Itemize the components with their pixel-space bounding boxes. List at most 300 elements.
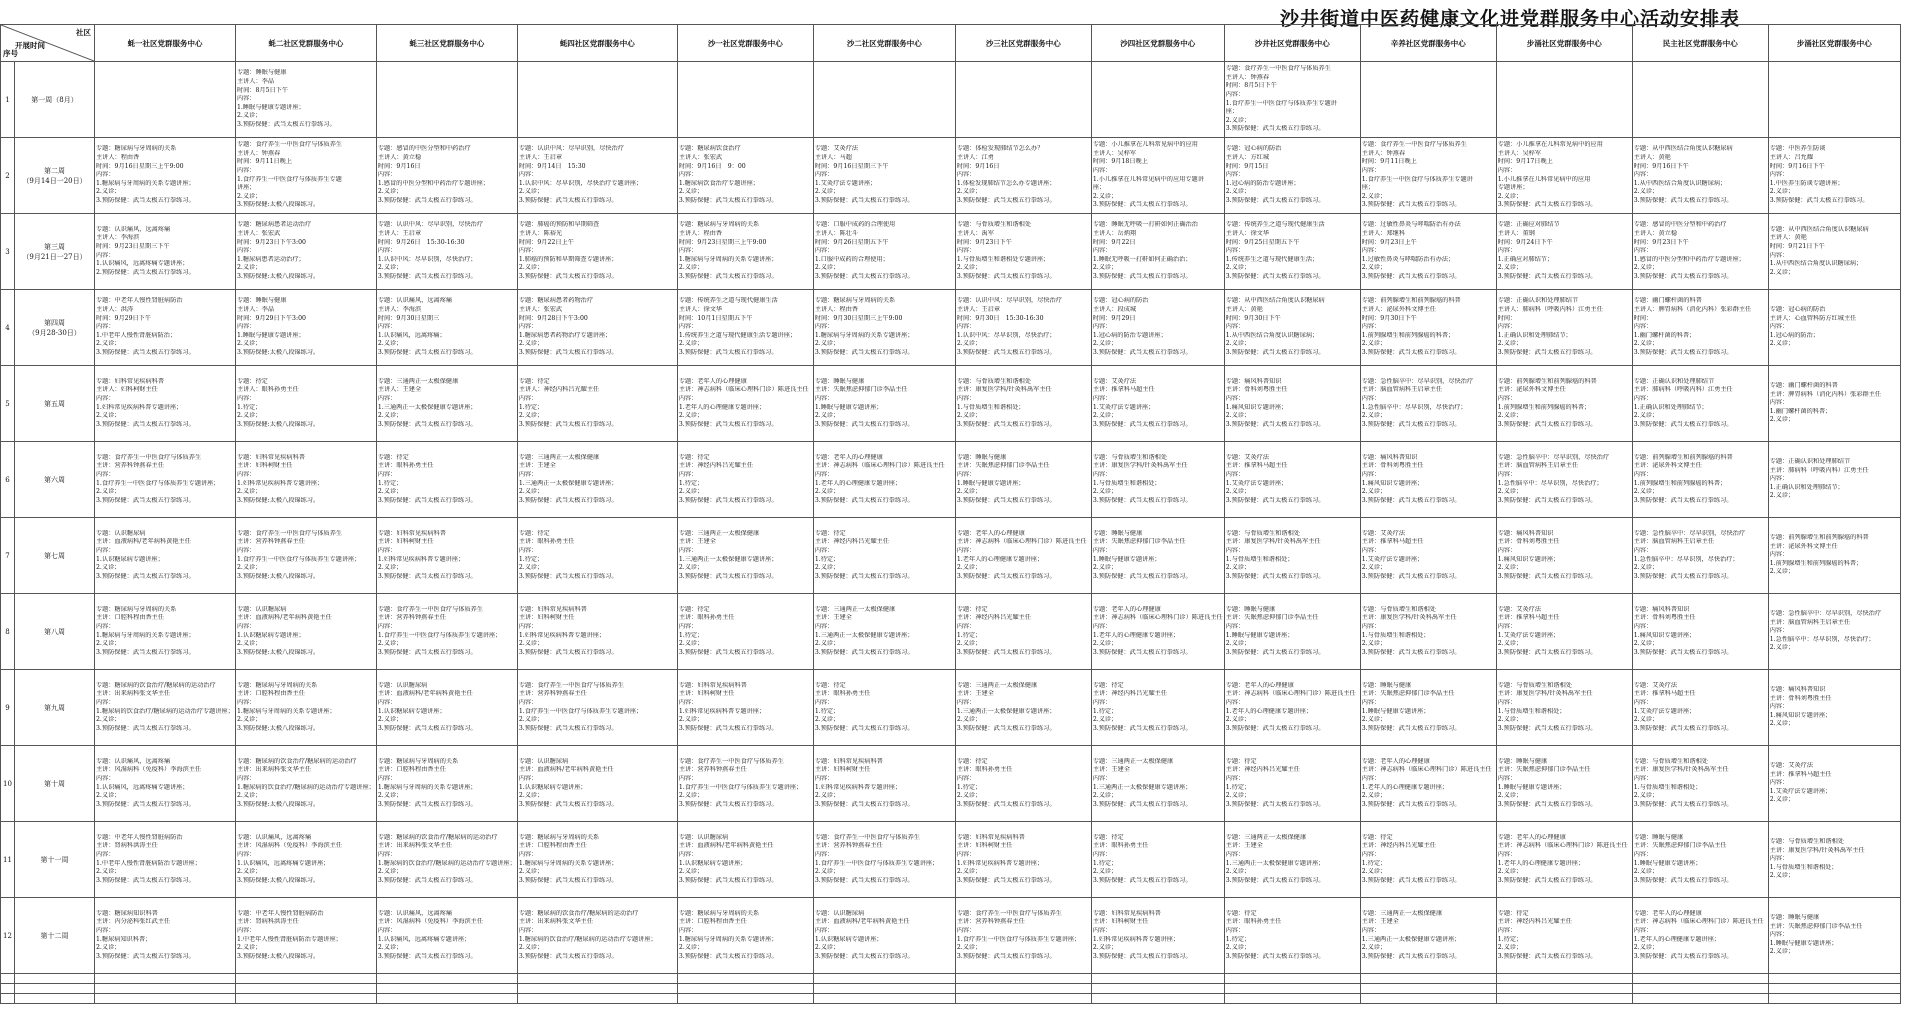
activity-line: 专题：食疗养生一中医食疗与体质养生 [377,605,484,613]
activity-line: 专题：食疗养生一中医食疗与体质养生 [956,909,1062,917]
empty-cell [1496,994,1632,1004]
activity-line: 内容： [1497,546,1517,554]
activity-cell [813,138,955,214]
activity-line: 1.小儿推拿在儿科常见病中的应用 [1497,175,1591,183]
activity-line: 主讲人：泌尿外科文博主任 [1361,306,1436,314]
activity-line: 专题：急性脑卒中：尽早识别，尽快治疗 [1769,610,1882,618]
activity-cell [1091,670,1224,746]
activity-line: 内容： [814,698,834,706]
empty-cell [1360,984,1496,994]
activity-line: 主讲：神志病科（临床心理科门诊）陈进良主任 [1225,690,1356,698]
empty-cell [235,984,376,994]
activity-cell [1360,290,1496,366]
empty-cell [1360,974,1496,984]
activity-line: 1.糖尿病的饮食治疗/糖尿病的运动治疗专题讲座； [236,783,375,791]
activity-cell [517,898,677,974]
activity-line: 1.口服中成药的合理使用； [814,255,889,263]
activity-line: 主讲：王建全 [678,538,716,546]
activity-line: 专题：与骨质增生和谐相处 [1633,757,1708,765]
activity-line: 专题：糖尿病与牙周病的关系 [96,605,177,613]
activity-line: 1.妇科常见疾病科普专题讲座； [518,631,606,639]
activity-line: 1.三通两正一太极保健康专题讲座； [1361,935,1461,943]
activity-cell [955,594,1091,670]
activity-line: 主讲：康复医学科/针灸科禹军主任 [1361,614,1457,622]
activity-cell [376,138,517,214]
activity-line: 2.义诊； [377,564,403,572]
activity-line: 主讲：王建全 [1225,842,1263,850]
activity-line: 主讲：康复医学科/针灸科禹军主任 [1497,690,1593,698]
activity-line: 3.预防保健：武当太极五行拳练习。 [377,724,477,732]
corner-index-label: 序号 [3,49,18,58]
activity-line: 2.义诊； [1769,340,1795,348]
activity-line: 内容： [1633,470,1653,478]
activity-line: 主讲人：黄艳 [1633,154,1671,162]
activity-line: 专题：妇科常见疾病科普 [96,377,165,385]
activity-line: 专题：待定 [1092,833,1124,841]
activity-line: 2.义诊； [1225,340,1251,348]
activity-line: 3.预防保健：武当太极五行拳练习。 [956,496,1056,504]
activity-line: 内容： [1225,394,1245,402]
activity-line: 主讲人：陈壮斗 [814,230,859,238]
activity-line: 主讲人：程由香 [96,154,140,162]
activity-line: 3.预防保健:太极八段锦练习。 [236,272,320,280]
activity-line: 专题：糖尿病与牙周病的关系 [678,221,760,229]
activity-line: 2.义诊； [956,716,982,724]
activity-line: 内容： [814,171,834,179]
activity-line: 时间：9月30日星期三上午9:00 [814,314,903,322]
activity-line: 1.老年人的心理健康专题讲座； [1225,707,1313,715]
activity-line: 主讲：康复医学科/针灸科禹军主任 [1769,846,1865,854]
activity-cell [1224,62,1360,138]
activity-line: 主讲：推拿科马超主任 [1361,538,1424,546]
activity-line: 专题：老年人的心理健康 [1361,757,1430,765]
activity-line: 专题：正确认识和处理肺结节 [1769,458,1851,466]
activity-line: 内容： [1092,926,1112,934]
activity-line: 1.食疗养生一中医食疗与体质养生专题讲座； [96,479,220,487]
activity-line: 2.义诊； [1633,716,1659,724]
activity-line: 专题：前列腺增生和前列腺癌的科普 [1361,297,1461,305]
activity-line: 内容： [1361,850,1381,858]
activity-line: 2.义诊； [1092,564,1118,572]
activity-line: 1.从中西医结合角度认识糖尿病； [1225,331,1319,339]
activity-line: 内容： [96,323,115,331]
activity-line: 1.待定； [678,479,704,487]
activity-line: 内容： [1633,926,1653,934]
activity-line: 时间：10月1日星期五下午 [678,314,753,322]
activity-line: 主讲：神经内科吕光耀主任 [814,538,890,546]
activity-line: 1.糖尿病的饮食治疗/糖尿病的运动治疗专题讲座； [96,707,234,715]
activity-line: 3.预防保健：武当太极五行拳练习。 [518,496,618,504]
activity-cell [235,518,376,594]
activity-line: 主讲：肾病科洪涛主任 [236,918,299,926]
activity-line: 2.义诊； [1225,412,1251,420]
activity-line: 时间： [1633,314,1653,322]
table-row [1,670,1901,746]
activity-cell [1496,290,1632,366]
activity-line: 内容： [1769,475,1789,483]
activity-line: 内容： [1769,627,1789,635]
activity-line: 3.预防保健：武当太极五行拳练习。 [518,800,618,808]
activity-line: 专题：睡眠与健康 [1092,529,1143,537]
activity-line: 1.三通两正一太极保健康专题讲座； [814,631,914,639]
activity-line: 2.义诊； [1497,868,1523,876]
activity-line: 1.与骨质增生和谐相处专题讲座； [956,255,1050,263]
activity-cell [955,62,1091,138]
activity-line: 内容： [377,774,397,782]
table-row [1,62,1901,138]
activity-cell [235,366,376,442]
activity-line: 主讲人：徐文华 [1225,230,1270,238]
activity-line: 1.老年人的心理健康专题讲座； [1633,935,1721,943]
activity-line: 2.义诊； [814,412,840,420]
activity-line: 主讲：妇科柯财主任 [1092,918,1149,926]
activity-line: 2.预防保健：武当太极五行拳练习。 [96,268,195,276]
activity-line: 2.义诊； [1769,872,1795,880]
activity-cell [1496,214,1632,290]
activity-line: 专题：正确应对肺结节 [1497,221,1560,229]
activity-line: 主讲人：王启章 [956,306,1001,314]
activity-line: 1.肺癌的预防和早期筛查专题讲座； [518,255,618,263]
activity-line: 1.感冒的中医分型和中药治疗专题讲座； [1633,255,1745,263]
empty-cell [15,984,95,994]
activity-line: 3.预防保健：武当太极五行拳练习。 [956,272,1056,280]
activity-line: 1.与骨质增生和谐相处； [1769,863,1838,871]
activity-line: 主讲人：神经内科吕光耀主任 [518,386,600,394]
activity-line: 1.冠心病的防治专题讲座； [1092,331,1167,339]
activity-line: 时间：9月11日晚上 [236,158,293,166]
activity-line: 1.待定； [1225,783,1251,791]
activity-line: 3.预防保健：武当太极五行拳练习。 [1769,196,1869,204]
activity-line: 2.义诊； [1633,944,1659,952]
activity-line: 主讲：血液病科/老年病科黄艳主任 [678,842,774,850]
activity-cell [95,290,236,366]
activity-line: 1.艾灸疗法专题讲座； [1225,479,1288,487]
activity-line: 内容： [1497,774,1517,782]
activity-line: 1.食疗养生一中医食疗与体质养生专题讲座； [678,783,803,791]
activity-line: 内容： [678,850,698,858]
activity-line: 2.义诊； [956,264,982,272]
activity-line: 3.预防保健：武当太极五行拳练习。 [96,876,195,884]
activity-line: 内容： [518,774,538,782]
activity-line: 2.义诊； [1497,944,1523,952]
activity-cell [813,822,955,898]
activity-line: 主讲：脑血管病科王启章主任 [1769,618,1851,626]
activity-line: 专题：正确认识和处理肺结节 [1497,297,1579,305]
activity-line: 专题：待定 [377,453,409,461]
activity-line: 2.义诊； [518,716,544,724]
activity-line: 主讲人：李晶 [236,78,275,86]
activity-line: 专题：老年人的心理健康 [956,529,1025,537]
activity-line: 时间：9月30日下午 [1361,314,1417,322]
activity-line: 主讲：风湿病科（免疫科）李海滨主任 [236,842,343,850]
activity-line: 主讲：出来病科张文华主任 [518,918,594,926]
activity-line: 2.义诊； [518,868,544,876]
activity-cell [517,442,677,518]
activity-line: 专题：睡眠与健康 [1633,833,1684,841]
activity-line: 内容： [1225,698,1245,706]
activity-line: 1.糖尿病与牙周病的关系专题讲座； [377,783,477,791]
activity-line: 2.义诊； [518,264,544,272]
week-line: 第七周 [44,551,65,560]
activity-line: 1.急性脑卒中：尽早识别，尽快治疗； [1769,635,1875,643]
activity-line: 2.义诊； [518,488,544,496]
activity-cell [955,214,1091,290]
activity-line: 专题：食疗养生一中医食疗与体质养生 [96,453,202,461]
activity-line: 主讲：王建全 [956,690,994,698]
activity-line: 主讲：神志病科（临床心理科门诊）陈进良主任 [1497,842,1628,850]
activity-cell [517,518,677,594]
activity-line: 1.三通两正一太极保健康专题讲座； [518,479,618,487]
activity-line: 1.前列腺增生和前列腺癌的科普； [1633,479,1727,487]
activity-line: 主讲人：眼科孙勇主任 [236,386,299,394]
activity-line: 2.义诊； [1633,792,1659,800]
activity-line: 时间：9月16日 9：00 [678,162,746,170]
activity-line: 专题：待定 [814,681,846,689]
activity-line: 主讲：血液病科/老年病科黄艳主任 [814,918,910,926]
activity-line: 内容： [1361,622,1381,630]
activity-line: 2.义诊； [518,792,544,800]
activity-line: 专题：传统养生之道与现代健康生活 [678,297,778,305]
activity-cell [813,746,955,822]
activity-cell [1768,898,1900,974]
activity-line: 3.预防保健：武当太极五行拳练习。 [96,420,195,428]
activity-line: 2.义诊； [956,488,982,496]
activity-line: 1.认识痛风，远离疼痛专题讲座； [377,935,471,943]
activity-line: 3.预防保健：武当太极五行拳练习。 [1361,348,1461,356]
activity-line: 内容： [1633,774,1653,782]
row-week [15,898,95,974]
activity-line: 主讲人：李海滨 [96,234,140,242]
activity-line: 内容： [678,622,698,630]
activity-line: 主讲：口腔科程由香主任 [518,842,587,850]
activity-line: 3.预防保健：武当太极五行拳练习。 [518,272,618,280]
activity-line: 主讲：脑血管病科王启章主任 [1361,386,1443,394]
activity-line: 3.预防保健：武当太极五行拳练习。 [1225,348,1325,356]
activity-line: 3.预防保健：武当太极五行拳练习。 [377,196,477,204]
activity-line: 主讲：骨科刘粤胜主任 [1361,462,1424,470]
activity-line: 3.预防保健：武当太极五行拳练习。 [1092,952,1192,960]
activity-line: 内容： [96,622,115,630]
activity-line: 2.义诊； [377,640,403,648]
activity-line: 1.食疗养生一中医食疗与体质养生专题讲座； [518,707,643,715]
activity-line: 3.预防保健：武当太极五行拳练习。 [1633,952,1733,960]
activity-line: 内容： [1225,622,1245,630]
activity-line: 内容： [96,774,115,782]
activity-line: 2.义诊； [1225,640,1251,648]
empty-cell [235,994,376,1004]
activity-line: 1.认识糖尿病专题讲座； [236,631,305,639]
activity-line: 2.义诊； [956,412,982,420]
activity-line: 时间：9月11日晚上 [1361,158,1417,166]
activity-line: 内容： [1361,247,1381,255]
activity-line: 1.妇科常见疾病科普专题讲座； [956,859,1044,867]
activity-cell [1632,442,1768,518]
activity-line: 内容： [814,926,834,934]
activity-line: 3.预防保健：武当太极五行拳练习。 [1092,572,1192,580]
activity-line: 专题：待定 [1497,909,1529,917]
activity-line: 主讲：失眠焦虑抑郁门诊李晶主任 [1633,842,1727,850]
activity-line: 主讲：眼科孙勇主任 [1092,842,1149,850]
activity-line: 3.预防保健：武当太极五行拳练习。 [1361,724,1461,732]
activity-line: 内容： [377,926,397,934]
activity-line: 主讲：神志病科（临床心理科门诊）陈进良主任 [1633,918,1764,926]
activity-line: 2.义诊； [956,792,982,800]
activity-line: 1.认识糖尿病专题讲座； [377,707,446,715]
row-index: 4 [1,290,15,366]
activity-line: 专题：糖尿病与牙周病的关系 [236,681,318,689]
activity-cell [1224,290,1360,366]
activity-line: 2.义诊； [377,264,403,272]
activity-line: 3.预防保健：武当太极五行拳练习。 [96,348,195,356]
activity-line: 主讲：内分泌科张红武主任 [96,918,171,926]
activity-line: 3.预防保健：武当太极五行拳练习。 [1497,876,1597,884]
week-line: 第八周 [44,627,65,636]
row-index: 5 [1,366,15,442]
activity-cell [955,366,1091,442]
row-week [15,214,95,290]
activity-line: 专题：食疗养生一中医食疗与体质养生 [236,141,343,149]
activity-line: 3.预防保健：武当太极五行拳练习。 [518,572,618,580]
activity-line: 主讲：眼科孙勇主任 [956,766,1013,774]
activity-cell [813,442,955,518]
activity-cell [517,822,677,898]
activity-line: 内容： [678,926,698,934]
activity-line: 内容： [1769,251,1789,259]
activity-line: 内容： [236,850,256,858]
activity-line: 内容： [1633,622,1653,630]
activity-cell [95,518,236,594]
activity-line: 时间：9月23日下午3:00 [236,238,306,246]
activity-cell [95,746,236,822]
activity-line: 3.预防保健：武当太极五行拳练习。 [1092,348,1192,356]
activity-line: 主讲人：黄艳 [1225,306,1263,314]
activity-line: 1.睡眠与健康专题讲座； [1497,783,1566,791]
activity-line: 1.中老年人慢性肾脏病防治专题讲座； [236,935,342,943]
activity-line: 主讲：营养科钟燕春主任 [377,614,446,622]
activity-line: 专题：待定 [678,605,710,613]
activity-cell [1496,62,1632,138]
week-line: 第十二周 [40,931,69,940]
activity-line: 2.义诊； [518,340,544,348]
empty-cell [1360,994,1496,1004]
activity-line: 专题：糖尿病的饮食治疗/糖尿病的运动治疗 [518,909,639,917]
activity-line: 1.认识糖尿病专题讲座； [678,859,747,867]
activity-line: 专题：口服中成药的合理使用 [814,221,896,229]
activity-cell [677,290,813,366]
activity-cell [1091,594,1224,670]
activity-line: 3.预防保健：武当太极五行拳练习。 [956,196,1056,204]
activity-line: 内容： [236,166,256,174]
activity-line: 专题：糖尿病的饮食治疗/糖尿病的运动治疗 [236,757,357,765]
activity-line: 内容： [518,394,538,402]
activity-line: 主讲人：肺病科（呼吸内科）江勇主任 [1497,306,1603,314]
activity-line: 专题：三通两正一太极保健康 [1361,909,1443,917]
activity-line: 主讲：眼科孙勇主任 [518,538,575,546]
activity-line: 1.急性脑卒中：尽早识别，尽快治疗； [1633,555,1739,563]
activity-cell [813,594,955,670]
activity-cell [95,594,236,670]
activity-line: 主讲：营养科钟燕春主任 [518,690,587,698]
activity-line: 1.食疗养生一中医食疗与体质养生专题 [236,175,342,183]
activity-line: 专题：小儿推拿在儿科常见病中的应用 [1497,141,1603,149]
activity-cell [376,518,517,594]
activity-cell [1632,290,1768,366]
activity-line: 专题：从中西医结合角度认识糖尿病 [1769,225,1869,233]
activity-line: 内容： [1225,90,1245,98]
activity-line: 1.与骨质增生和谐相处； [1225,555,1294,563]
activity-line: 主讲：脑血管病科王启章主任 [1633,538,1715,546]
activity-line: 主讲：泌尿外科文博主任 [1769,542,1838,550]
activity-line: 内容： [96,171,115,179]
activity-line: 3.预防保健：武当太极五行拳练习。 [1497,800,1597,808]
activity-line: 内容： [1769,931,1789,939]
activity-line: 3.预防保健：武当太极五行拳练习。 [1225,496,1325,504]
activity-line: 主讲人：李海滨 [377,306,422,314]
activity-line: 3.预防保健：武当太极五行拳练习。 [377,348,477,356]
activity-line: 专题：妇科常见疾病科普 [518,605,587,613]
empty-cell [1091,974,1224,984]
activity-line: 专题：老年人的心理健康 [1092,605,1161,613]
activity-line: 2.义诊； [96,944,121,952]
activity-line: 主讲：血液病科/老年病科黄艳主任 [377,690,473,698]
activity-line: 3.预防保健：武当太极五行拳练习。 [1225,800,1325,808]
activity-line: 时间：9月30日下午 [1225,314,1281,322]
empty-cell [376,994,517,1004]
activity-line: 1.待定； [518,555,544,563]
activity-line: 3.预防保健：武当太极五行拳练习。 [956,876,1056,884]
activity-line: 专题：睡眠与健康 [1225,605,1276,613]
activity-line: 2.义诊； [1092,340,1118,348]
activity-cell [517,670,677,746]
activity-line: 内容： [1225,926,1245,934]
row-index: 3 [1,214,15,290]
activity-cell [235,898,376,974]
activity-line: 内容： [814,247,834,255]
activity-line: 内容： [236,622,256,630]
table-row [1,138,1901,214]
activity-line: 主讲人：李晶 [236,306,275,314]
activity-line: 1.艾灸疗法专题讲座； [1769,787,1832,795]
activity-line: 1.感冒的中医分型和中药治疗专题讲座； [377,179,489,187]
activity-line: 3.预防保健：武当太极五行拳练习。 [96,648,195,656]
week-line: 第一周（8月） [31,95,78,104]
activity-line: 2.义诊； [96,640,121,648]
activity-line: 主讲：康复医学科/针灸科禹军主任 [956,386,1052,394]
activity-line: 时间：9月22日 [1092,238,1136,246]
activity-line: 2.义诊； [1361,340,1387,348]
activity-line: 内容： [377,546,397,554]
activity-line: 1.糖尿病知识科普； [96,935,152,943]
activity-line: 专题：糖尿病的饮食治疗/糖尿病的运动治疗 [96,681,216,689]
activity-line: 3.预防保健:太极八段锦练习。 [236,800,320,808]
activity-line: 2.义诊； [377,412,403,420]
activity-cell [955,746,1091,822]
activity-line: 3.预防保健：武当太极五行拳练习。 [1497,420,1597,428]
activity-line: 主讲：口腔科程由香主任 [377,766,446,774]
activity-line: 1.痛风知识专题讲座； [1497,555,1560,563]
activity-line: 3.预防保健：武当太极五行拳练习。 [1633,572,1733,580]
activity-line: 3.预防保健：武当太极五行拳练习。 [814,348,914,356]
activity-line: 2.义诊； [814,716,840,724]
activity-line: 主讲人：张宏武 [518,306,563,314]
activity-line: 专题：睡眠与健康 [814,377,865,385]
activity-cell [1091,442,1224,518]
activity-line: 1.食疗养生一中医食疗与体质养生专题讲座； [377,631,502,639]
activity-line: 座； [1225,108,1239,116]
activity-cell [376,214,517,290]
activity-line: 主讲人：程由香 [678,230,723,238]
activity-line: 3.预防保健：武当太极五行拳练习。 [1361,272,1461,280]
